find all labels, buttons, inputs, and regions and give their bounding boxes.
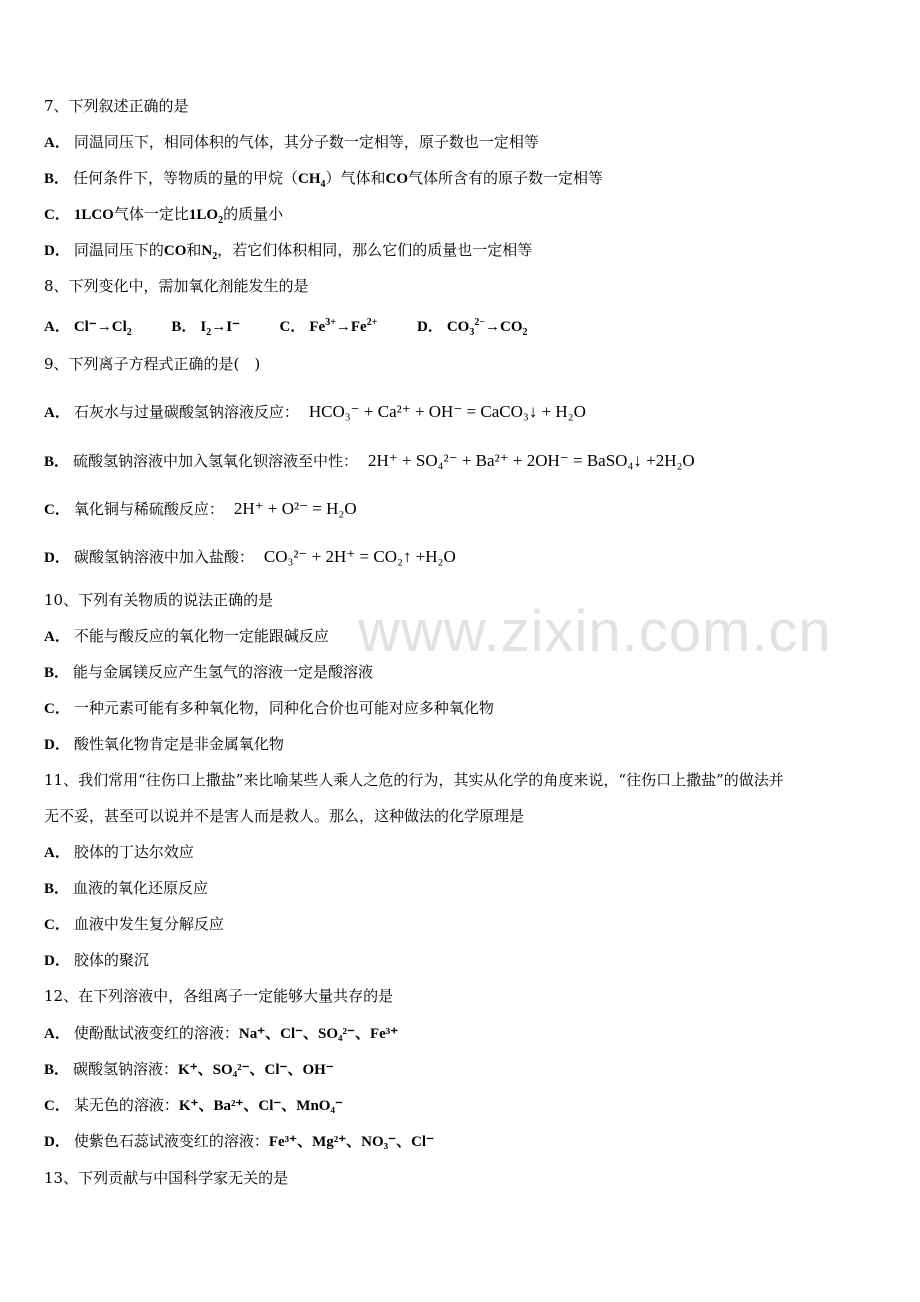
option-label: C． xyxy=(279,319,306,335)
option-text: 能与金属镁反应产生氢气的溶液一定是酸溶液 xyxy=(73,663,374,681)
question-9-option-b xyxy=(44,451,695,472)
question-11-option-b xyxy=(44,878,208,899)
question-12-option-b xyxy=(44,1059,334,1080)
option-text: 血液的氧化还原反应 xyxy=(73,879,209,897)
formula: CO xyxy=(163,243,187,259)
option-text: 某无色的溶液： xyxy=(73,1096,179,1114)
equation: 2H⁺ + SO₄²⁻ + Ba²⁺ + 2OH⁻ = BaSO₄↓ +2H₂O xyxy=(368,451,695,470)
formula: I xyxy=(200,319,207,335)
question-13-stem: 13、下列贡献与中国科学家无关的是 xyxy=(44,1169,289,1187)
question-11-option-c xyxy=(44,914,224,935)
ion-list: K⁺、Ba²⁺、Cl⁻、MnO₄⁻ xyxy=(178,1098,343,1114)
formula: CH xyxy=(298,171,321,187)
option-label: C． xyxy=(44,207,70,223)
option-label: B． xyxy=(44,454,70,470)
question-9-option-c xyxy=(44,499,357,520)
question-11-option-d xyxy=(44,950,149,971)
option-text: 任何条件下，等物质的量的甲烷（ xyxy=(73,169,299,187)
formula: 1LO xyxy=(188,207,219,223)
superscript: 3+ xyxy=(325,317,336,328)
option-text: 气体一定比 xyxy=(113,205,189,223)
question-9-option-a xyxy=(44,402,586,423)
question-10-option-b xyxy=(44,662,373,683)
option-text: 碳酸氢钠溶液中加入盐酸： xyxy=(73,548,254,566)
option-text: 硫酸氢钠溶液中加入氢氧化钡溶液至中性： xyxy=(73,452,359,470)
subscript: 2 xyxy=(206,327,212,338)
subscript: 2 xyxy=(522,327,528,338)
option-text: 的质量小 xyxy=(223,205,284,223)
formula: 1LCO xyxy=(73,207,114,223)
option-label: B． xyxy=(44,1062,70,1078)
question-12-stem: 12、在下列溶液中，各组离子一定能够大量共存的是 xyxy=(44,987,394,1005)
option-text: 酸性氧化物肯定是非金属氧化物 xyxy=(73,735,284,753)
option-text: ）气体和 xyxy=(325,169,386,187)
option-text: 不能与酸反应的氧化物一定能跟碱反应 xyxy=(73,627,329,645)
subscript: 4 xyxy=(320,179,326,190)
question-11-option-a xyxy=(44,842,194,863)
option-label: D． xyxy=(44,953,70,969)
formula: Fe xyxy=(309,319,326,335)
question-7-option-b xyxy=(44,168,603,195)
ion-list: K⁺、SO₄²⁻、Cl⁻、OH⁻ xyxy=(178,1062,334,1078)
option-text: 同温同压下的 xyxy=(73,241,164,259)
option-text: 胶体的丁达尔效应 xyxy=(73,843,194,861)
question-7-stem: 7、下列叙述正确的是 xyxy=(44,97,189,115)
option-label: D． xyxy=(44,737,70,753)
option-label: D． xyxy=(44,243,70,259)
option-label: C． xyxy=(44,701,70,717)
question-9-option-d xyxy=(44,547,456,568)
option-text: 一种元素可能有多种氧化物，同种化合价也可能对应多种氧化物 xyxy=(73,699,494,717)
option-label: C． xyxy=(44,1098,70,1114)
option-text: 同温同压下，相同体积的气体，其分子数一定相等，原子数也一定相等 xyxy=(73,133,539,151)
question-7-option-a xyxy=(44,132,539,153)
option-text: 胶体的聚沉 xyxy=(73,951,149,969)
question-11-stem: 11、我们常用“往伤口上撒盐”来比喻某些人乘人之危的行为，其实从化学的角度来说，“往伤口上撒盐”的做法并 xyxy=(44,771,784,789)
question-8-options xyxy=(44,313,528,343)
question-7-option-d xyxy=(44,240,532,267)
superscript: 2+ xyxy=(366,317,378,328)
question-12-option-a xyxy=(44,1023,398,1044)
equation: HCO₃⁻ + Ca²⁺ + OH⁻ = CaCO₃↓ + H₂O xyxy=(308,402,586,421)
option-label: A． xyxy=(44,135,70,151)
formula: N xyxy=(201,243,213,259)
formula: →I⁻ xyxy=(211,319,240,335)
option-text: ，若它们体积相同，那么它们的质量也一定相等 xyxy=(217,241,533,259)
option-label: A． xyxy=(44,1026,70,1042)
option-label: A． xyxy=(44,405,70,421)
option-label: A． xyxy=(44,629,70,645)
question-8-stem: 8、下列变化中，需加氧化剂能发生的是 xyxy=(44,277,309,295)
equation: 2H⁺ + O²⁻ = H₂O xyxy=(233,499,357,518)
option-label: D． xyxy=(416,319,443,335)
option-text: 氧化铜与稀硫酸反应： xyxy=(73,500,224,518)
option-label: B． xyxy=(44,881,70,897)
option-label: D． xyxy=(44,550,70,566)
subscript: 2 xyxy=(126,327,132,338)
option-label: A． xyxy=(44,319,70,335)
subscript: 3 xyxy=(469,327,475,338)
formula: CO xyxy=(446,319,470,335)
option-label: C． xyxy=(44,917,70,933)
ion-list: Na⁺、Cl⁻、SO₄²⁻、Fe³⁺ xyxy=(238,1026,399,1042)
superscript: 2− xyxy=(474,317,486,328)
option-label: A． xyxy=(44,845,70,861)
option-label: D． xyxy=(44,1134,70,1150)
option-text: 使紫色石蕊试液变红的溶液： xyxy=(73,1132,269,1150)
option-text: 碳酸氢钠溶液： xyxy=(73,1060,179,1078)
question-10-option-a xyxy=(44,626,329,647)
option-text: 石灰水与过量碳酸氢钠溶液反应： xyxy=(73,403,299,421)
option-text: 和 xyxy=(186,241,202,259)
formula: Cl⁻→Cl xyxy=(73,319,127,335)
question-10-option-d xyxy=(44,734,284,755)
option-label: B． xyxy=(171,319,197,335)
question-12-option-d xyxy=(44,1131,434,1152)
option-label: B． xyxy=(44,665,70,681)
question-10-option-c xyxy=(44,698,494,719)
subscript: 2 xyxy=(218,215,224,226)
option-text: 气体所含有的原子数一定相等 xyxy=(408,169,604,187)
formula: →Fe xyxy=(335,319,367,335)
equation: CO₃²⁻ + 2H⁺ = CO₂↑ +H₂O xyxy=(263,547,456,566)
formula: →CO xyxy=(485,319,523,335)
watermark: www.zixin.com.cn xyxy=(358,599,832,664)
formula: CO xyxy=(385,171,409,187)
option-label: C． xyxy=(44,502,70,518)
question-11-stem-cont: 无不妥，甚至可以说并不是害人而是救人。那么，这种做法的化学原理是 xyxy=(44,807,525,825)
option-text: 使酚酞试液变红的溶液： xyxy=(73,1024,239,1042)
subscript: 2 xyxy=(212,251,218,262)
question-10-stem: 10、下列有关物质的说法正确的是 xyxy=(44,591,274,609)
option-label: B． xyxy=(44,171,70,187)
ion-list: Fe³⁺、Mg²⁺、NO₃⁻、Cl⁻ xyxy=(268,1134,434,1150)
option-text: 血液中发生复分解反应 xyxy=(73,915,224,933)
question-12-option-c xyxy=(44,1095,343,1116)
question-9-stem: 9、下列离子方程式正确的是( ) xyxy=(44,355,261,373)
question-7-option-c xyxy=(44,204,283,231)
